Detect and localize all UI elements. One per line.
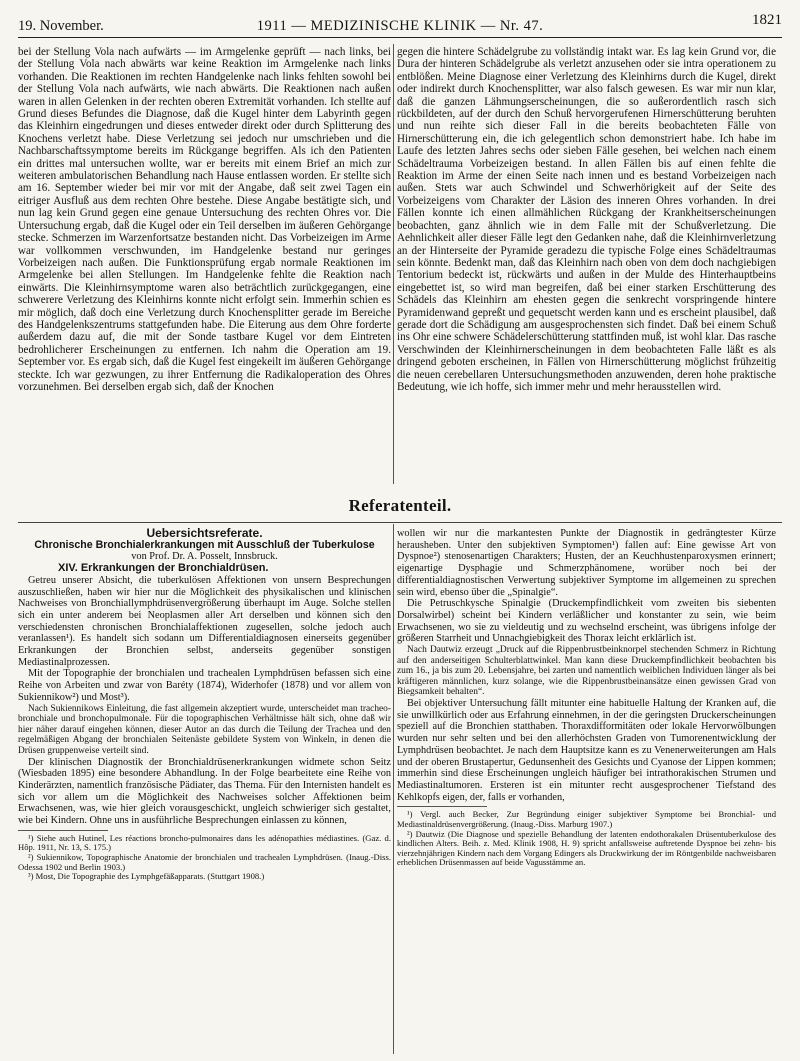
article-title: Chronische Bronchialerkrankungen mit Ausschluß der Tuberkulose — [34, 538, 375, 551]
article-byline: von Prof. Dr. A. Posselt, Innsbruck. — [131, 551, 278, 563]
footnote: ²) Sukiennikow, Topographische Anatomie der bronchialen und trachealen Lymphdrüsen. (Inaug.-Diss. Odessa 1902 und Berlin 1903.) — [18, 851, 391, 872]
small-print-paragraph: Nach Sukiennikows Einleitung, die fast allgemein akzeptiert wurde, unterscheidet man tracheo-bronchiale und bronchopulmonale. Für die topographischen Verhältnisse hält sich, ohne daß wir hier näher darauf eingehen können, dieser Autor an das durch die Teilung der Trachea und den regelmäßigen Abgang der bronchialen Seitenäste gebildete System von Winkeln, in denen die Drüsen gruppenweise verteilt sind. — [18, 703, 391, 756]
paragraph: Bei objektiver Untersuchung fällt mitunter eine habituelle Haltung der Kranken auf, die sie unwillkürlich oder aus Erfahrung einnehmen, in der die geringsten Druckerscheinungen speziell auf die Bronchien statthaben. Thoraxdifformitäten oder lokale Hervorwölbungen wurden nur sehr selten und bei den allerhöchsten Graden von Tumorenentwicklung der Lymphdrüsen beobachtet. Je nach dem Hauptsitze kann es zu Venenerweiterungen am Hals und der oberen Brustapertur, Gedunsenheit des Gesichts und Cyanose der Lippen kommen; immerhin sind diese Erscheinungen ungleich häufiger bei intrathorakischen Strumen und Mediastinaltumoren. Ersteren ist ein mitunter recht ausgesprochener Tiefstand des Kehlkopfs eigen, der, falls er vorhanden, — [397, 698, 776, 803]
column-divider — [393, 524, 394, 1054]
top-right-column — [397, 46, 776, 480]
footnote: ¹) Vergl. auch Becker, Zur Begründung einiger subjektiver Symptome bei Bronchial- und Mediastinaldrüsenvergrößerung. (Inaug.-Diss. Marburg 1907.) — [397, 809, 776, 829]
section-heading: Referatenteil. — [348, 496, 452, 515]
issue-date: 19. November. — [18, 18, 104, 34]
footnote: ³) Most, Die Topographie des Lymphgefäßapparats. (Stuttgart 1908.) — [28, 871, 265, 882]
paragraph: Der klinischen Diagnostik der Bronchialdrüsenerkrankungen widmete schon Seitz (Wiesbaden 1895) eine besondere Abhandlung. In der Folge bearbeitete eine Reihe von Kinderärzten, namentlich französische Pädiater, das Thema. Für den Internisten handelt es sich vor allem um die Möglichkeit des Nachweises solcher Affektionen beim Erwachsenen, was, wie hier gleich vorausgeschickt, ungleich schwieriger sich gestaltet, wie bei Kindern. Ohne uns in ausführliche Besprechungen einlassen zu können, — [18, 756, 391, 827]
paragraph: Getreu unserer Absicht, die tuberkulösen Affektionen von unsern Besprechungen auszuschließen, haben wir hier nur die Möglichkeit des physikalischen und klinischen Nachweises von Bronchiallymphdrüsenvergrößerung überhaupt im Auge. Solche stellen sich ein unter anderem bei Neoplasmen aller Art derselben und können sich den verschiedensten chronischen Bronchialaffektionen zugesellen, solche jedoch auch veranlassen¹). Es handelt sich sodann um Differentialdiagnosen einerseits gegenüber Erkrankungen der Bronchien selbst, anderseits gegenüber sonstigen Mediastinalprozessen. — [18, 574, 391, 668]
overview-heading: Uebersichtsreferate. — [146, 528, 263, 540]
paragraph: Die Petruschkysche Spinalgie (Druckempfindlichkeit vom zweiten bis siebenten Dorsalwirbel) scheint bei Kindern verläßlicher und konstanter zu sein, wie beim Erwachsenen, wo sie zu vieldeutig und zu wechselnd erscheint, was übrigens infolge der größeren Starrheit und Unnachgiebigkeit des Thorax leicht erklärlich ist. — [397, 598, 776, 645]
footnote: ¹) Siehe auch Hutinel, Les réactions broncho-pulmonaires dans les adénopathies médiastines. (Gaz. d. Hôp. 1911, Nr. 13, S. 175.) — [18, 832, 391, 853]
journal-title: 1911 — MEDIZINISCHE KLINIK — Nr. 47. — [256, 18, 544, 34]
paragraph: gegen die hintere Schädelgrube zu vollständig intakt war. Es lag kein Grund vor, die Dura der hinteren Schädelgrube als verletzt anzusehen oder sie intra operationem zu entblößen. Meine Diagnose einer Verletzung des Kleinhirns durch die Kugel, direkt oder indirekt durch Knochensplitter, war also falsch gewesen. Es war mir nun klar, daß die ganzen Lähmungserscheinungen, die so außerordentlich rasch sich rückbildeten, auf der durch den Schuß hervorgerufenen Hirnerschütterung beruhten und nun reihte sich dieser Fall in die bereits beobachteten Fälle von Hirnerschütterung ein, die ich gelegentlich schon demonstriert habe. Ich habe im Laufe des letzten Jahres sechs oder sieben Fälle gesehen, bei welchen nach einem Schädeltrauma Vorbeizeigen bestand. In allen Fällen bis auf einen fehlte die Reaktion im Arme der einen Seite nach innen und es bestand Vorbeizeigen nach außen. Stets war auch Schwindel und Schwerhörigkeit auf der Seite des Vorbeizeigens vom Charakter der Läsion des inneren Ohres vorhanden. In drei Fällen konnte ich einen allmählichen Rückgang der Krankheitserscheinungen beobachten, ganz ähnlich wie in dem Falle mit der Schußverletzung. Die Aehnlichkeit aller dieser Fälle legt den Gedanken nahe, daß die Kleinhirnverletzung an der Hinterseite der Pyramide geradezu die typische Folge eines Schädeltraumas sein könnte. Bedenkt man, daß das Kleinhirn nach oben von dem doch nachgiebigen Tentorium bedeckt ist, rückwärts und außen in der Mulde des Hinterhauptbeins eingebettet ist, so wird man begreifen, daß bei einer starken Erschütterung des Schädels das Kleinhirn am ehesten gegen die senkrecht vorspringende hintere Pyramidenwand gepreßt und gequetscht werden kann und es erscheint plausibel, daß gerade dort die Schädigung am ausgesprochensten sich findet. Daß bei einem Schuß ins Ohr eine schwere Schädelerschütterung stattfinden muß, ist wohl klar. Das rasche Verschwinden der Kleinhirnerscheinungen in dem beobachteten Falle läßt es als dringend geboten erscheinen, in Fällen von Hirnerschütterung möglichst frühzeitig die neuen cerebellaren Untersuchungsmethoden anzuwenden, deren hohe praktische Bedeutung, wie ich hoffe, sich immer mehr und mehr herausstellen wird. — [397, 46, 776, 393]
bottom-left-column — [18, 528, 391, 1058]
bottom-right-column — [397, 528, 776, 1058]
footnote-rule — [397, 806, 487, 807]
paragraph: Mit der Topographie der bronchialen und trachealen Lymphdrüsen befassen sich eine Reihe von Arbeiten und zwar von Baréty (1874), Widerhofer (1878) und vor allem von Sukiennikow²) und Most³). — [18, 668, 391, 703]
small-print-paragraph: Nach Dautwiz erzeugt „Druck auf die Rippenbrustbeinknorpel stechenden Schmerz in Richtung auf den anderseitigen Schulterblattwinkel. Man kann diese Druckempfindlichkeit beobachten bis zum 16., ja bis zum 20. Lebensjahre, bei zarten und namentlich weiblichen Individuen länger als bei kräftigeren männlichen, kurz solange, wie die Rippenbrustbeinansätze einen gewissen Grad von Biegsamkeit behalten“. — [397, 645, 776, 698]
top-left-column — [18, 46, 391, 480]
running-header — [18, 10, 782, 38]
page-number: 1821 — [752, 12, 782, 28]
paragraph: wollen wir nur die markantesten Punkte der Diagnostik in gedrängtester Kürze herausheben. Unter den subjektiven Symptomen¹) fallen auf: Eine gewisse Art von Dyspnoe²) stenosenartigen Charakters; Husten, der an Keuchhustenparoxysmen erinnert; eigenartige Dysphagie und Schmerzphänomene, worüber noch bei der differentialdiagnostischen Verwertung subjektiver Symptome im allgemeinen zu sprechen sein wird, ebenso über die „Spinalgie“. — [397, 528, 776, 598]
footnote-rule — [18, 830, 108, 831]
section-rule — [18, 522, 782, 523]
column-divider — [393, 44, 394, 484]
header-rule — [18, 37, 782, 38]
footnote: ²) Dautwiz (Die Diagnose und spezielle Behandlung der latenten endothorakalen Drüsentuberkulose des kindlichen Alters. Beih. z. Med. Klinik 1908, H. 9) spricht anfallsweise auftretende Dyspnoe bei zehn- bis vierzehnjährigen Kindern nach dem Vorgang Edingers als Druckwirkung der im Röntgenbilde nachweisbaren erheblichen Drüsenmassen auf beide Vagusstämme an. — [397, 828, 776, 868]
paragraph: bei der Stellung Vola nach aufwärts — im Armgelenke geprüft — nach links, bei der Stellung Vola nach abwärts war keine Reaktion im Armgelenke nach links vorhanden. Die Reaktionen im rechten Handgelenke nach links fehlten sowohl bei der Stellung Vola nach aufwärts, wie nach abwärts. Die Reaktionen nach außen waren in allen Gelenken in der rechten oberen Extremität vorhanden. Ich stellte auf Grund dieses Befundes die Diagnose, daß die Kugel hinter dem Labyrinth gegen das Kleinhirn eingedrungen und dieses entweder direkt oder durch Splitterung des Knochens verletzt habe. Diese Verletzung sei jedoch nur umschrieben und die Nachbarschaftssymptome bereits im Rückgange begriffen. Als ich den Patienten ein drittes mal untersuchen wollte, war er bereits mit einem Brief an mich zur weiteren ambulatorischen Behandlung nach Hause entlassen worden. Er stellte sich am 16. September wieder bei mir vor mit der Angabe, daß seit zwei Tagen ein eitriger Ausfluß aus dem rechten Ohre bestehe. Diese Angabe bestätigte sich, und nun lag kein Grund gegen eine genaue Untersuchung des rechten Ohres vor. Die Untersuchung ergab, daß die Kugel oder ein Teil derselben im äußeren Gehörgange stecke. Schmerzen im Warzenfortsatze bestanden nicht. Das Vorbeizeigen im Arme war vollkommen verschwunden, im Handgelenke bestand nur geringes Vorbeizeigen nach außen. Die Funktionsprüfung ergab normale Reaktionen im Armgelenke bei allen Stellungen. Im Handgelenke fehlte die Reaktion nach einwärts. Die Kleinhirnsymptome waren also beträchtlich zurückgegangen, eine schwerere Verletzung des Kleinhirns konnte nicht erfolgt sein. Immerhin schien es mir möglich, daß doch eine Verletzung durch Knochensplitter gerade im Bereiche des Handgelenkszentrums stattgefunden habe. Die Eiterung aus dem Ohre forderte außerdem dazu auf, die mit der Sonde tastbare Kugel vor dem Eintreten bedrohlicherer Erscheinungen zu entfernen. Ich nahm die Operation am 19. September vor. Es ergab sich, daß die Kugel fest eingekeilt im äußeren Gehörgange steckte. Ich war gezwungen, zu ihrer Entfernung die Radikaloperation des Ohres vorzunehmen. Bei derselben ergab sich, daß der Knochen — [18, 46, 391, 393]
subsection-heading: XIV. Erkrankungen der Bronchialdrüsen. — [58, 562, 269, 575]
